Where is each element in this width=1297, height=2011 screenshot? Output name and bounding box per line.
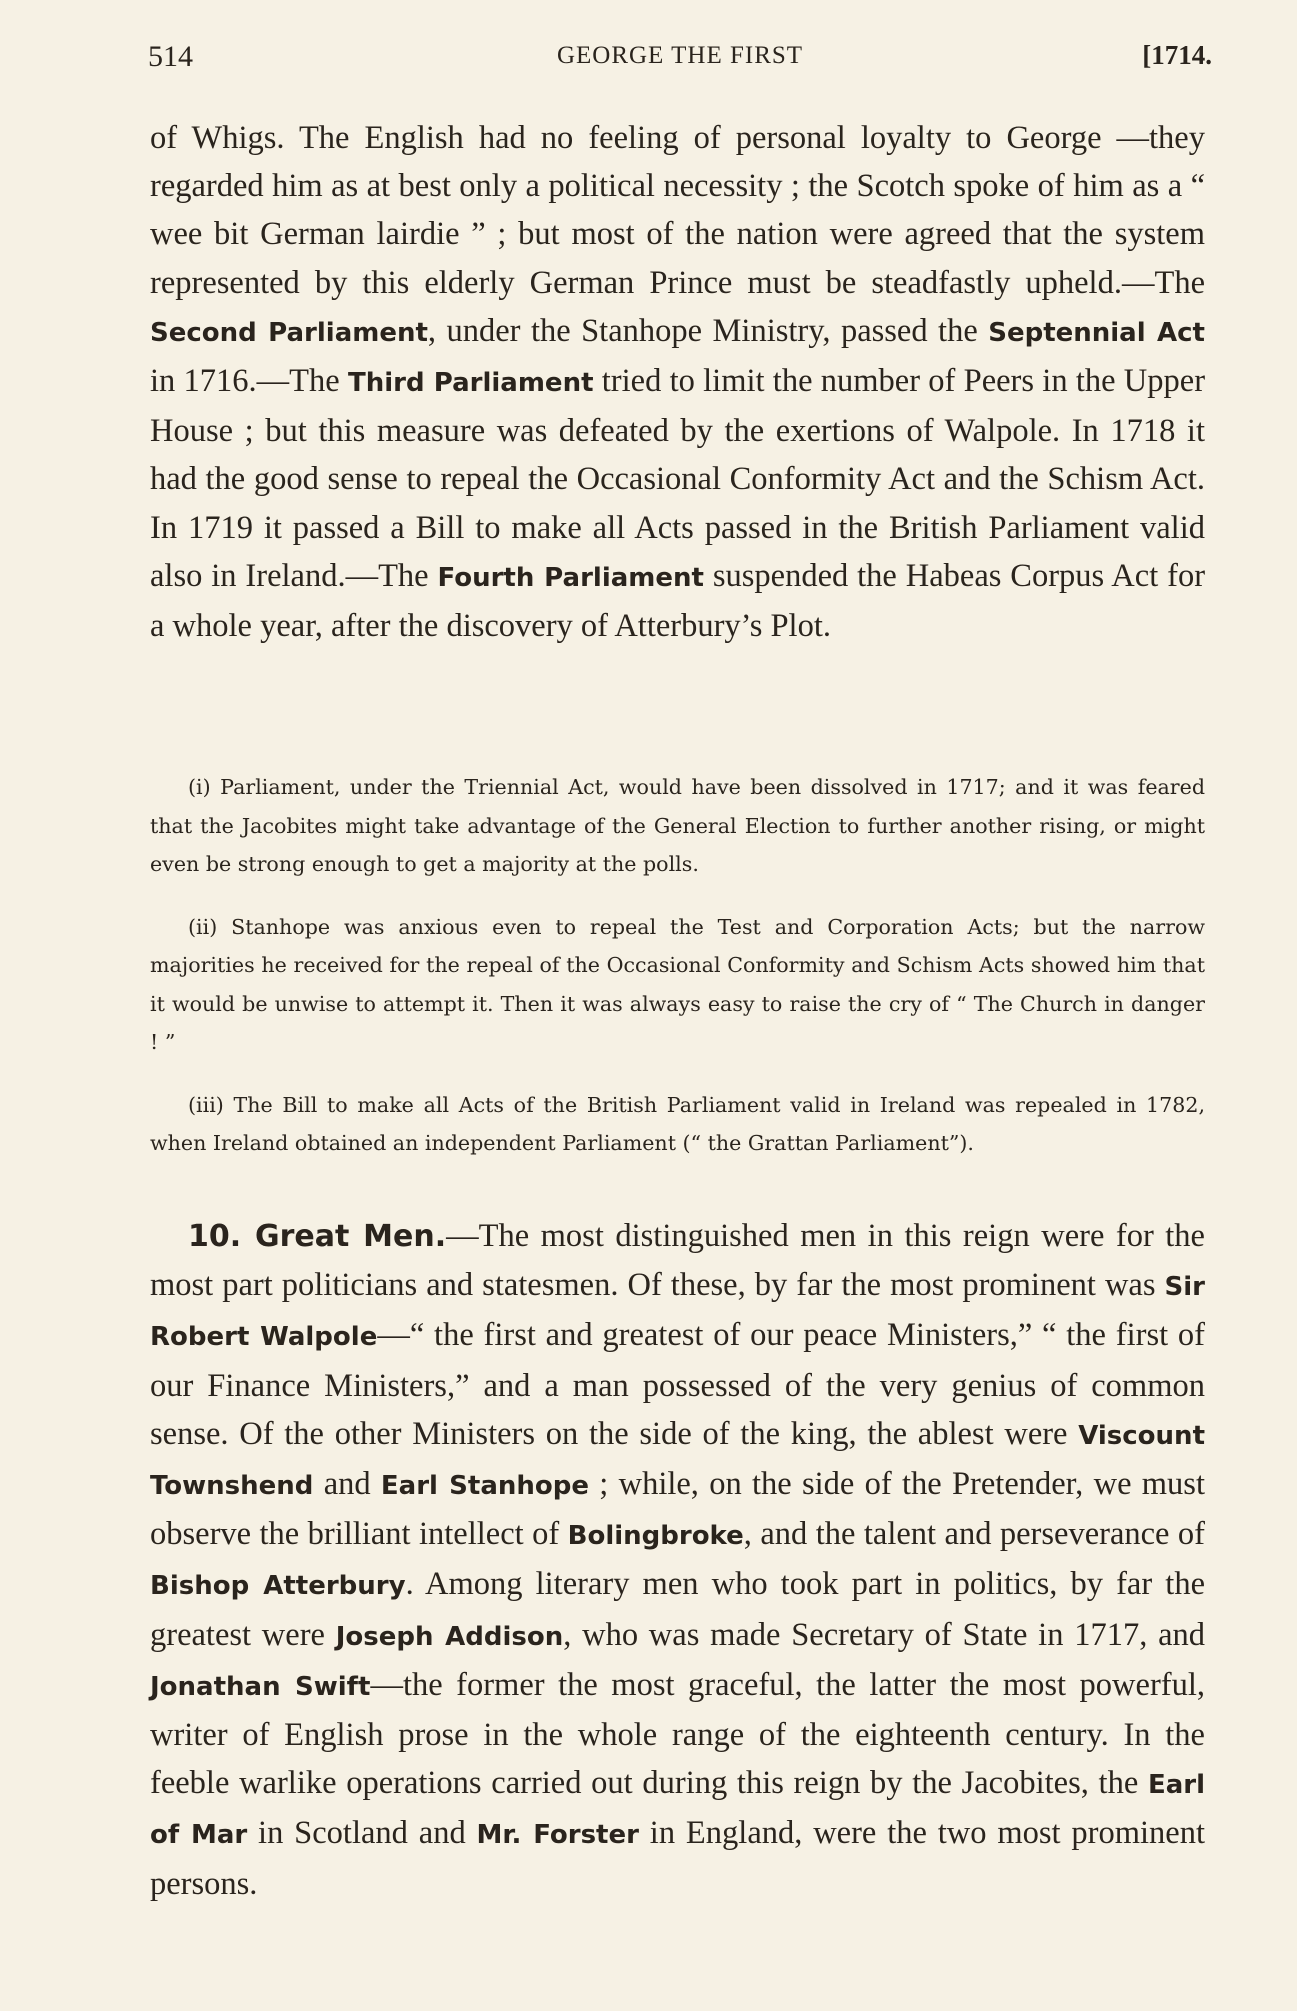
term-stanhope: Earl Stanhope xyxy=(380,1471,589,1502)
paragraph-text xyxy=(150,1212,1205,1908)
term-third-parliament: Third Parliament xyxy=(347,368,594,399)
term-second-parliament: Second Parliament xyxy=(150,317,428,348)
running-title: GEORGE THE FIRST xyxy=(556,42,804,69)
text-run: and xyxy=(313,1466,381,1503)
term-septennial-act: Septennial Act xyxy=(988,317,1205,348)
term-bolingbroke: Bolingbroke xyxy=(567,1521,744,1552)
text-run: —“ the first and greatest of our peace Ministers,” “ the first of our Finance Ministers,” and a man possessed of the very genius of common sense. Of the other Ministers on the side of the king, the ablest were xyxy=(150,1317,1205,1452)
text-run: tried to limit the number of Peers in the Upper House ; but this measure was defeated by the exertions of Walpole. In 1718 it had the good sense to repeal the Occasional Conformity Act and the Schism Act. In 1719 it passed a Bill to make all Acts passed in the British Parliament valid also in Ireland.—The xyxy=(150,363,1206,594)
text-run: , under the Stanhope Ministry, passed the xyxy=(427,312,989,349)
text-run: , who was made Secretary of State in 1717, and xyxy=(563,1616,1205,1653)
section-great-men xyxy=(150,1212,1205,1908)
text-run: —The most distinguished men in this reign were for the most part politicians and statesmen. Of these, by far the most prominent was xyxy=(150,1218,1205,1304)
term-walpole: Sir Robert Walpole xyxy=(150,1272,1205,1353)
text-run: in 1716.—The xyxy=(150,363,348,400)
text-run: . Among literary men who took part in politics, by far the greatest were xyxy=(150,1566,1205,1653)
text-run: ; while, on the side of the Pretender, we must observe the brilliant intellect of xyxy=(150,1466,1205,1553)
page-number: 514 xyxy=(148,40,193,73)
text-run: —the former the most graceful, the latter the most powerful, writer of English prose in the whole range of the eighteenth century. In the feeble warlike operations carried out during this reign by the Jacobites, the xyxy=(150,1666,1206,1802)
text-run: in Scotland and xyxy=(247,1815,477,1852)
term-addison: Joseph Addison xyxy=(335,1621,564,1652)
note-i: (i) Parliament, under the Triennial Act, would have been dissolved in 1717; and it was feared that the Jacobites might take advantage of the General Election to further another rising, or might even be strong enough to get a majority at the polls. xyxy=(150,775,1205,876)
text-run: in England, were the two most prominent persons. xyxy=(150,1815,1206,1902)
text-run: of Whigs. The English had no feeling of personal loyalty to George —they regarded him as at best only a political necessity ; the Scotch spoke of him as a “ wee bit German lairdie ” ; but most of the nation were agreed that the system represented by this elderly German Prince must be steadfastly upheld.—The xyxy=(150,120,1205,301)
term-forster: Mr. Forster xyxy=(476,1820,639,1851)
section-heading: 10. Great Men. xyxy=(188,1219,447,1254)
note-ii: (ii) Stanhope was anxious even to repeal the Test and Corporation Acts; but the narrow majorities he received for the repeal of the Occasional Conformity and Schism Acts showed him that it would be unwise to attempt it. Then it was always easy to raise the cry of “ The Church in danger ! ” xyxy=(150,914,1205,1054)
footnotes xyxy=(150,768,1205,1187)
term-earl-of-mar: Earl of Mar xyxy=(150,1770,1205,1851)
term-townshend: Viscount Townshend xyxy=(150,1420,1205,1502)
text-run: suspended the Habeas Corpus Act for a whole year, after the discovery of Atterbury’s Plot. xyxy=(150,557,1206,645)
term-atterbury: Bishop Atterbury xyxy=(150,1571,406,1602)
term-swift: Jonathan Swift xyxy=(150,1671,371,1702)
text-run: , and the talent and perseverance of xyxy=(743,1516,1205,1553)
note-iii: (iii) The Bill to make all Acts of the British Parliament valid in Ireland was repealed in 1782, when Ireland obtained an independent Parliament (“ the Grattan Parliament”). xyxy=(150,1092,1205,1155)
term-fourth-parliament: Fourth Parliament xyxy=(437,562,704,593)
running-header xyxy=(148,40,1212,80)
header-year: [1714. xyxy=(1142,40,1212,70)
paragraph-text xyxy=(150,114,1205,650)
paragraph-parliaments xyxy=(150,114,1205,650)
